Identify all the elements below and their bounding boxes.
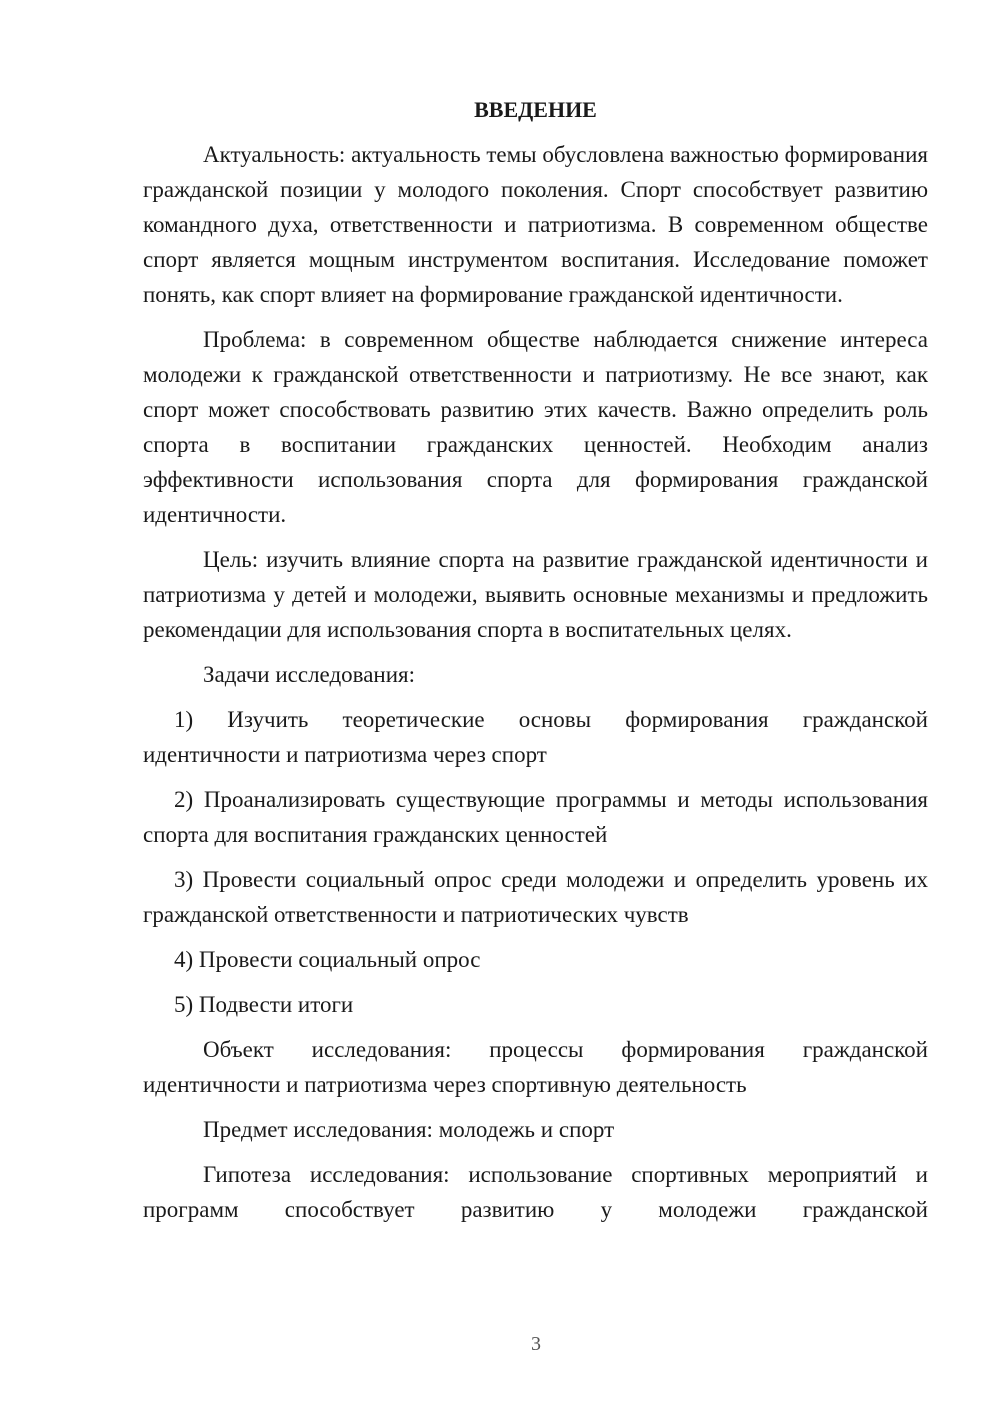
- paragraph-hypothesis: Гипотеза исследования: использование спортивных мероприятий и программ способствует развитию у молодежи гражданской: [143, 1162, 928, 1222]
- task-item-1: 1) Изучить теоретические основы формирования гражданской идентичности и патриотизма через спорт: [143, 707, 928, 767]
- task-item-5: 5) Подвести итоги: [174, 992, 354, 1017]
- task-item-4: 4) Провести социальный опрос: [174, 947, 481, 972]
- paragraph-relevance: Актуальность: актуальность темы обусловлена важностью формирования гражданской позиции у молодого поколения. Спорт способствует развитию командного духа, ответственности и патриотизма. В современном обществе спорт является мощным инструментом воспитания. Исследование поможет понять, как спорт влияет на формирование гражданской идентичности.: [143, 142, 928, 307]
- page-body: [143, 92, 928, 1227]
- page-number: 3: [531, 1333, 541, 1355]
- paragraph-goal: Цель: изучить влияние спорта на развитие гражданской идентичности и патриотизма у детей и молодежи, выявить основные механизмы и предложить рекомендации для использования спорта в воспитательных целях.: [143, 547, 928, 642]
- paragraph-subject: Предмет исследования: молодежь и спорт: [203, 1117, 615, 1142]
- task-item-2: 2) Проанализировать существующие программы и методы использования спорта для воспитания гражданских ценностей: [143, 787, 928, 847]
- task-item-3: 3) Провести социальный опрос среди молодежи и определить уровень их гражданской ответственности и патриотических чувств: [143, 867, 928, 927]
- tasks-heading: Задачи исследования:: [203, 662, 416, 687]
- paragraph-object: Объект исследования: процессы формирования гражданской идентичности и патриотизма через спортивную деятельность: [143, 1037, 928, 1097]
- page-title: ВВЕДЕНИЕ: [474, 97, 597, 122]
- paragraph-problem: Проблема: в современном обществе наблюдается снижение интереса молодежи к гражданской ответственности и патриотизму. Не все знают, как спорт может способствовать развитию этих качеств. Важно определить роль спорта в воспитании гражданских ценностей. Необходим анализ эффективности использования спорта для формирования гражданской идентичности.: [143, 327, 928, 527]
